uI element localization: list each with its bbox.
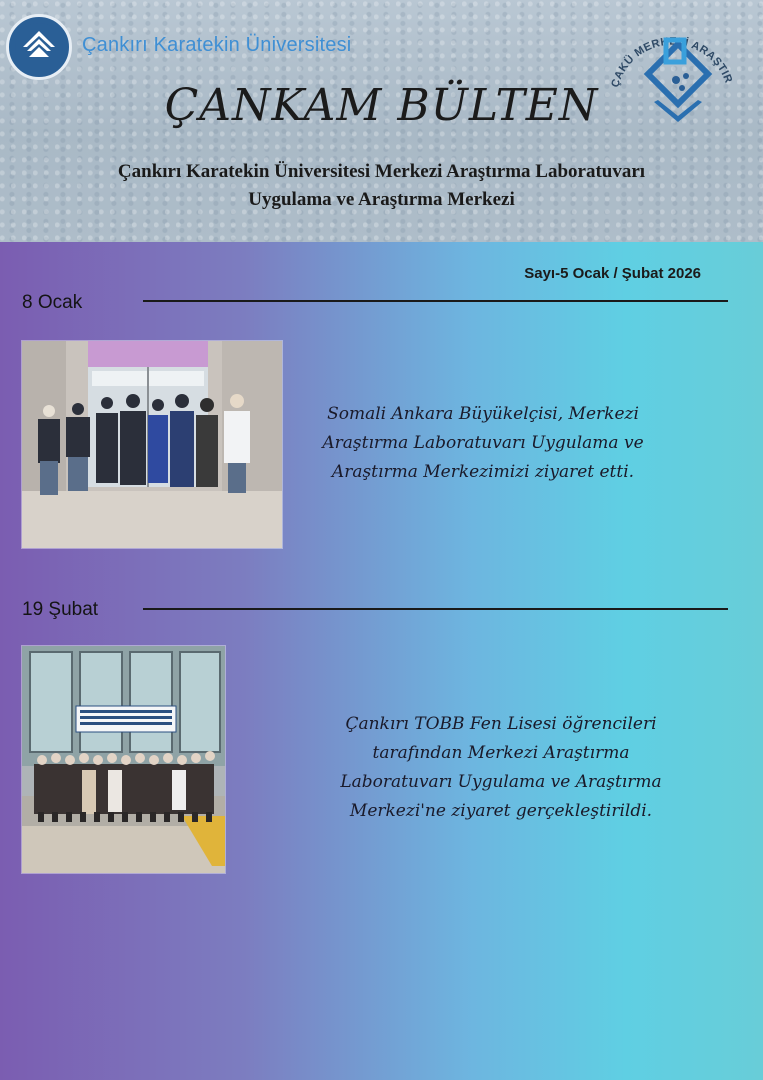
- entry-date: 8 Ocak: [22, 292, 83, 313]
- entry-date: 19 Şubat: [22, 599, 99, 620]
- organization-name-line-2: Uygulama ve Araştırma Merkezi: [248, 189, 515, 210]
- lab-logo-text: ÇAKÜ MERKEZİ ARAŞTIR: [609, 35, 735, 89]
- bulletin-header: [0, 0, 763, 242]
- university-logo-icon: [6, 14, 72, 80]
- divider-line: [143, 608, 728, 610]
- entry-photo-embassy-visit: [21, 340, 283, 549]
- bulletin-title: ÇANKAM BÜLTEN: [164, 80, 599, 131]
- entry-caption: Çankırı TOBB Fen Lisesi öğrencileri tarafından Merkezi Araştırma Laboratuvarı Uygulama ve Araştırma Merkezi'ne ziyaret gerçekleştirildi.: [340, 714, 662, 821]
- divider-line: [143, 300, 728, 302]
- entry-photo-student-visit: [21, 645, 226, 874]
- university-name: Çankırı Karatekin Üniversitesi: [82, 34, 352, 56]
- entry-caption: Somali Ankara Büyükelçisi, Merkezi Araştırma Laboratuvarı Uygulama ve Araştırma Merkezimizi ziyaret etti.: [322, 404, 644, 482]
- issue-number: Sayı-5 Ocak / Şubat 2026: [524, 265, 701, 282]
- organization-name-line-1: Çankırı Karatekin Üniversitesi Merkezi Araştırma Laboratuvarı: [117, 161, 646, 182]
